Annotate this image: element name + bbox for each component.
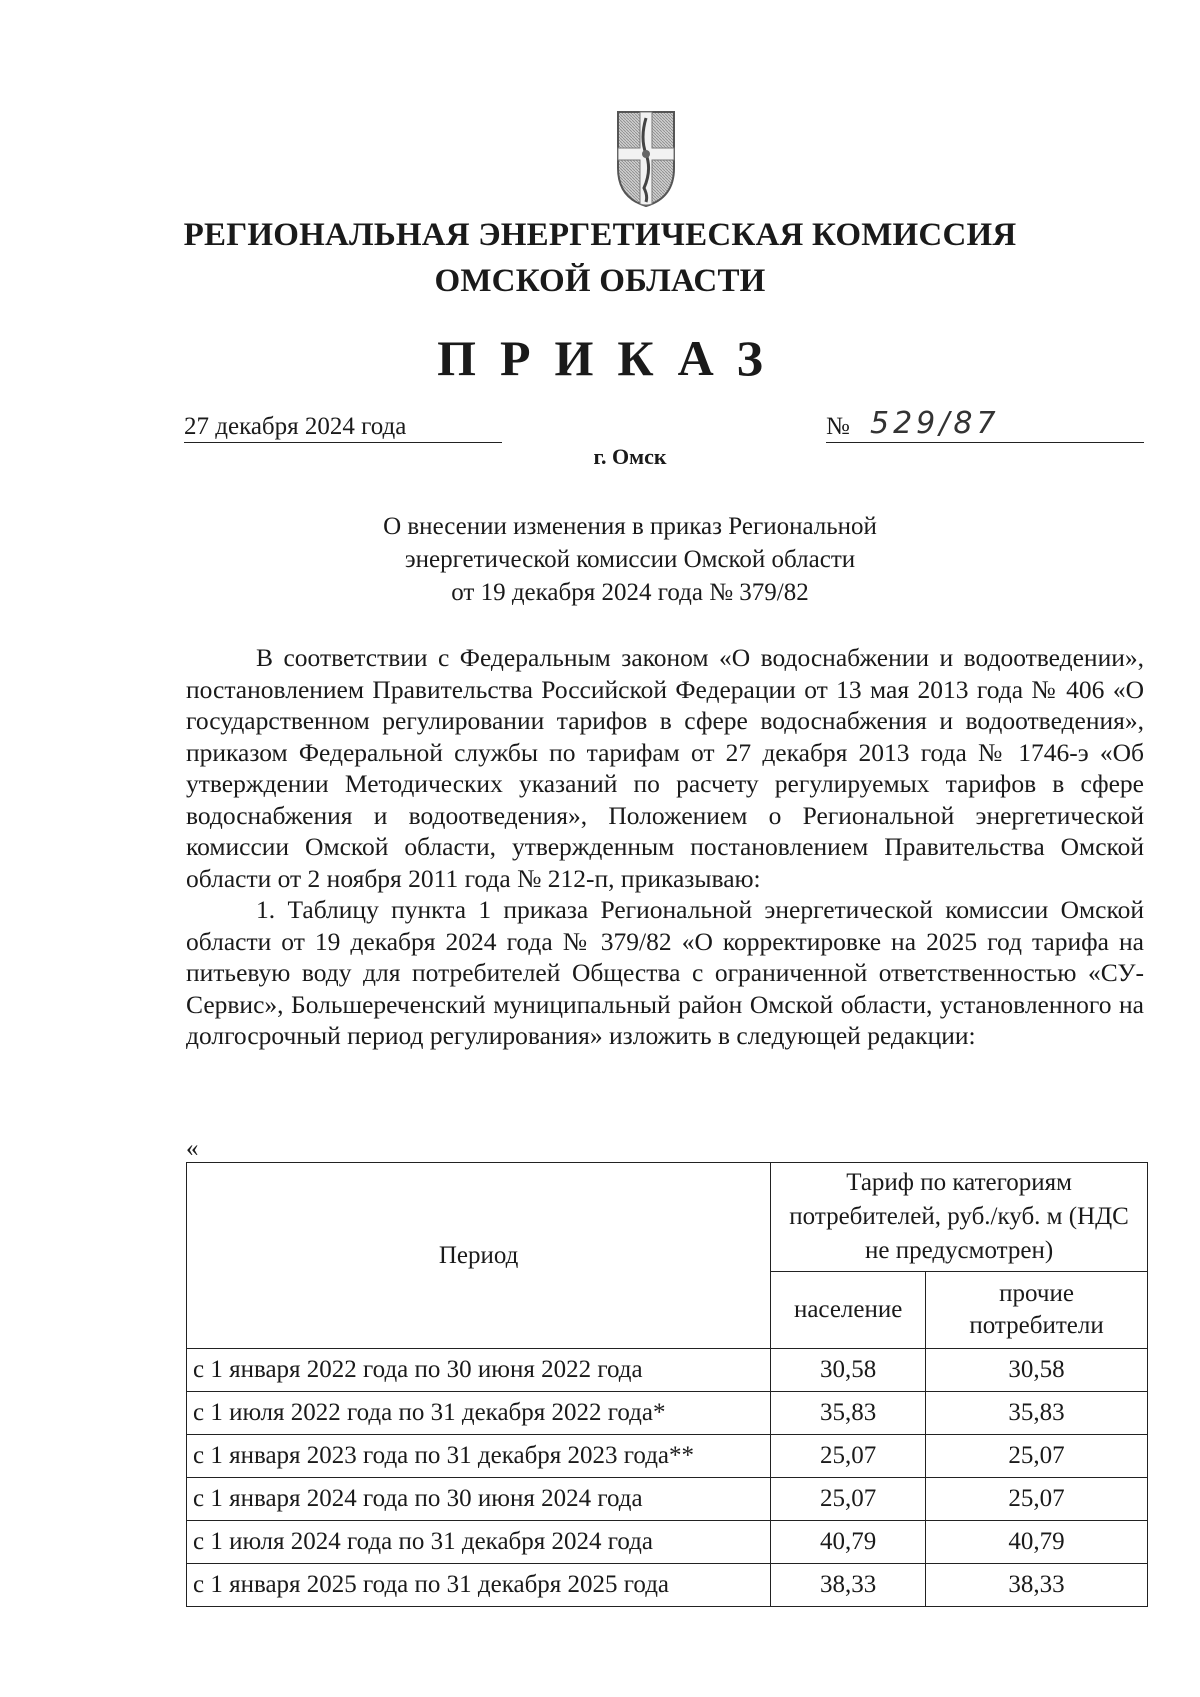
number-sign: №: [826, 413, 850, 440]
table-row: [187, 1349, 1148, 1392]
table-row: [187, 1521, 1148, 1564]
population-value-cell: 25,07: [771, 1435, 926, 1478]
document-city: г. Омск: [593, 444, 667, 469]
header-population: население: [771, 1272, 926, 1349]
tariff-table: [186, 1162, 1148, 1607]
population-value-cell: 38,33: [771, 1564, 926, 1607]
period-cell: с 1 июля 2024 года по 31 декабря 2024 года: [187, 1521, 771, 1564]
handwritten-number: 529/87: [870, 406, 1000, 441]
coat-of-arms-icon: [614, 108, 678, 210]
header-other-consumers: прочие потребители: [926, 1272, 1148, 1349]
subject-line1: О внесении изменения в приказ Региональной: [383, 513, 877, 540]
others-value-cell: 40,79: [926, 1521, 1148, 1564]
subject-line2: энергетической комиссии Омской области: [404, 546, 856, 573]
population-value-cell: 40,79: [771, 1521, 926, 1564]
table-row: [187, 1435, 1148, 1478]
organization-name-line1: РЕГИОНАЛЬНАЯ ЭНЕРГЕТИЧЕСКАЯ КОМИССИЯ: [183, 217, 1017, 253]
population-value-cell: 30,58: [771, 1349, 926, 1392]
header-tariff-group: Тариф по категориям потребителей, руб./куб. м (НДС не предусмотрен): [771, 1163, 1148, 1272]
organization-name-line2: ОМСКОЙ ОБЛАСТИ: [434, 263, 766, 299]
population-value-cell: 35,83: [771, 1392, 926, 1435]
subject-line3: от 19 декабря 2024 года № 379/82: [451, 579, 809, 606]
document-title: ПРИКАЗ: [437, 330, 787, 386]
others-value-cell: 25,07: [926, 1435, 1148, 1478]
header-period: Период: [187, 1163, 771, 1349]
document-body: [186, 642, 1144, 1052]
document-number: [826, 406, 1144, 443]
document-date: 27 декабря 2024 года: [184, 412, 502, 443]
others-value-cell: 30,58: [926, 1349, 1148, 1392]
others-value-cell: 25,07: [926, 1478, 1148, 1521]
organization-name: [0, 212, 1200, 304]
period-cell: с 1 января 2022 года по 30 июня 2022 года: [187, 1349, 771, 1392]
others-value-cell: 35,83: [926, 1392, 1148, 1435]
population-value-cell: 25,07: [771, 1478, 926, 1521]
quote-open-mark: «: [186, 1135, 199, 1162]
period-cell: с 1 января 2023 года по 31 декабря 2023 года**: [187, 1435, 771, 1478]
table-row: [187, 1564, 1148, 1607]
others-value-cell: 38,33: [926, 1564, 1148, 1607]
item-1-paragraph: 1. Таблицу пункта 1 приказа Региональной энергетической комиссии Омской области от 19 декабря 2024 года № 379/82 «О корректировке на 2025 год тарифа на питьевую воду для потребителей Общества с ограниченной ответственностью «СУ-Сервис», Большереченский муниципальный район Омской области, установленного на долгосрочный период регулирования» изложить в следующей редакции:: [186, 895, 1144, 1050]
document-subject: [0, 510, 1200, 609]
table-row: [187, 1478, 1148, 1521]
preamble-paragraph: В соответствии с Федеральным законом «О водоснабжении и водоотведении», постановлением Правительства Российской Федерации от 13 мая 2013 года № 406 «О государственном регулировании тарифов в сфере водоснабжения и водоотведения», приказом Федеральной службы по тарифам от 27 декабря 2013 года № 1746-э «Об утверждении Методических указаний по расчету регулируемых тарифов в сфере водоснабжения и водоотведения», Положением о Региональной энергетической комиссии Омской области, утвержденным постановлением Правительства Омской области от 2 ноября 2011 года № 212-п, приказываю:: [186, 643, 1144, 893]
period-cell: с 1 января 2025 года по 31 декабря 2025 года: [187, 1564, 771, 1607]
period-cell: с 1 января 2024 года по 30 июня 2024 года: [187, 1478, 771, 1521]
table-row: [187, 1392, 1148, 1435]
period-cell: с 1 июля 2022 года по 31 декабря 2022 года*: [187, 1392, 771, 1435]
